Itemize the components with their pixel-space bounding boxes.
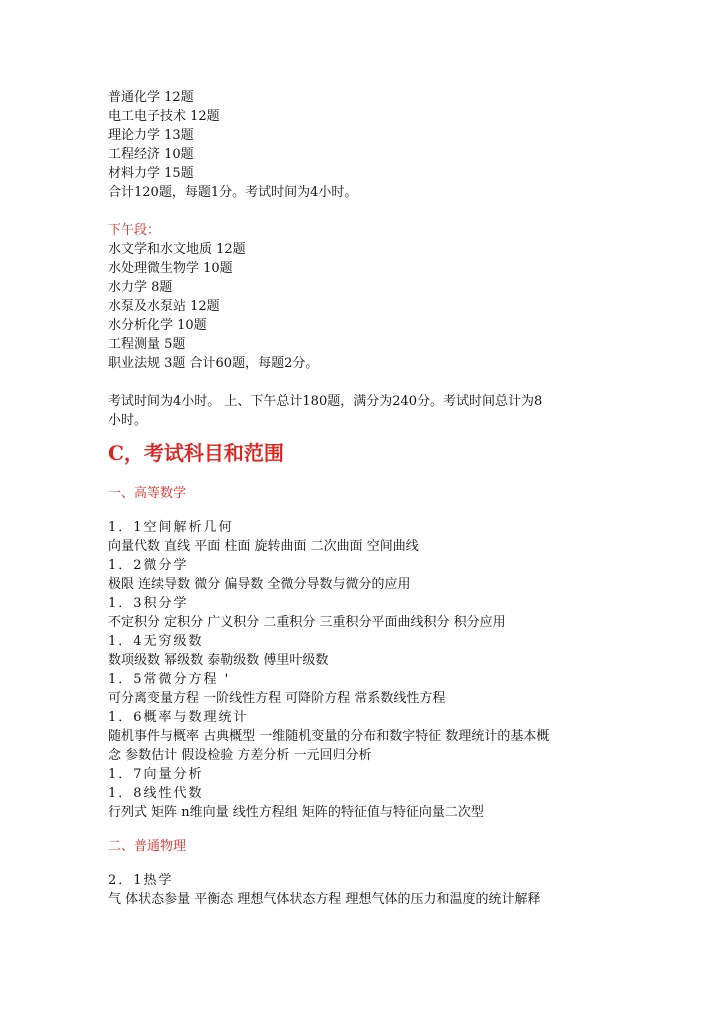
total-line: 职业法规 3题 合计60题，每题2分。	[108, 356, 319, 371]
subject-line: 水文学和水文地质 12题	[108, 242, 246, 257]
topic-content: 气 体状态参量 平衡态 理想气体状态方程 理想气体的压力和温度的统计解释	[108, 892, 541, 907]
topic-heading: 1．8线性代数	[108, 786, 204, 801]
topic-content: 向量代数 直线 平面 柱面 旋转曲面 二次曲面 空间曲线	[108, 539, 419, 554]
topic-heading: 1．6概率与数理统计	[108, 710, 249, 725]
subject-line: 水分析化学 10题	[108, 318, 207, 333]
topic-heading: 1．5常微分方程 '	[108, 672, 231, 687]
topic-heading: 1．4无穷级数	[108, 634, 204, 649]
math-heading: 一、高等数学	[108, 486, 187, 501]
topic-content: 念 参数估计 假设检验 方差分析 一元回归分析	[108, 748, 372, 763]
topic-heading: 1．2微分学	[108, 558, 189, 573]
physics-heading: 二、普通物理	[108, 839, 187, 854]
topic-heading: 1．1空间解析几何	[108, 520, 234, 535]
subject-line: 理论力学 13题	[108, 128, 194, 143]
topic-heading: 1．3积分学	[108, 596, 189, 611]
topic-content: 不定积分 定积分 广义积分 二重积分 三重积分平面曲线积分 积分应用	[108, 615, 506, 630]
topic-content: 可分离变量方程 一阶线性方程 可降阶方程 常系数线性方程	[108, 691, 446, 706]
subject-line: 材料力学 15题	[108, 166, 194, 181]
summary-line: 考试时间为4小时。 上、下午总计180题，满分为240分。考试时间总计为8	[108, 394, 543, 409]
topic-content: 极限 连续导数 微分 偏导数 全微分导数与微分的应用	[108, 577, 411, 592]
topic-content: 数项级数 幂级数 泰勒级数 傅里叶级数	[108, 653, 329, 668]
summary-line: 小时。	[108, 413, 148, 428]
topic-content: 随机事件与概率 古典概型 一维随机变量的分布和数字特征 数理统计的基本概	[108, 729, 550, 744]
subject-line: 工程测量 5题	[108, 337, 186, 352]
topic-heading: 2．1热学	[108, 873, 174, 888]
section-title: C，考试科目和范围	[108, 441, 284, 465]
subject-line: 水处理微生物学 10题	[108, 261, 233, 276]
subject-line: 水泵及水泵站 12题	[108, 299, 220, 314]
subject-line: 电工电子技术 12题	[108, 109, 220, 124]
topic-heading: 1．7向量分析	[108, 767, 204, 782]
topic-content: 行列式 矩阵 n维向量 线性方程组 矩阵的特征值与特征向量二次型	[108, 805, 484, 820]
subject-line: 普通化学 12题	[108, 90, 194, 105]
afternoon-label: 下午段：	[108, 223, 161, 238]
subject-line: 水力学 8题	[108, 280, 173, 295]
subject-line: 工程经济 10题	[108, 147, 194, 162]
document-page	[108, 88, 698, 909]
total-line: 合计120题，每题1分。考试时间为4小时。	[108, 185, 358, 200]
